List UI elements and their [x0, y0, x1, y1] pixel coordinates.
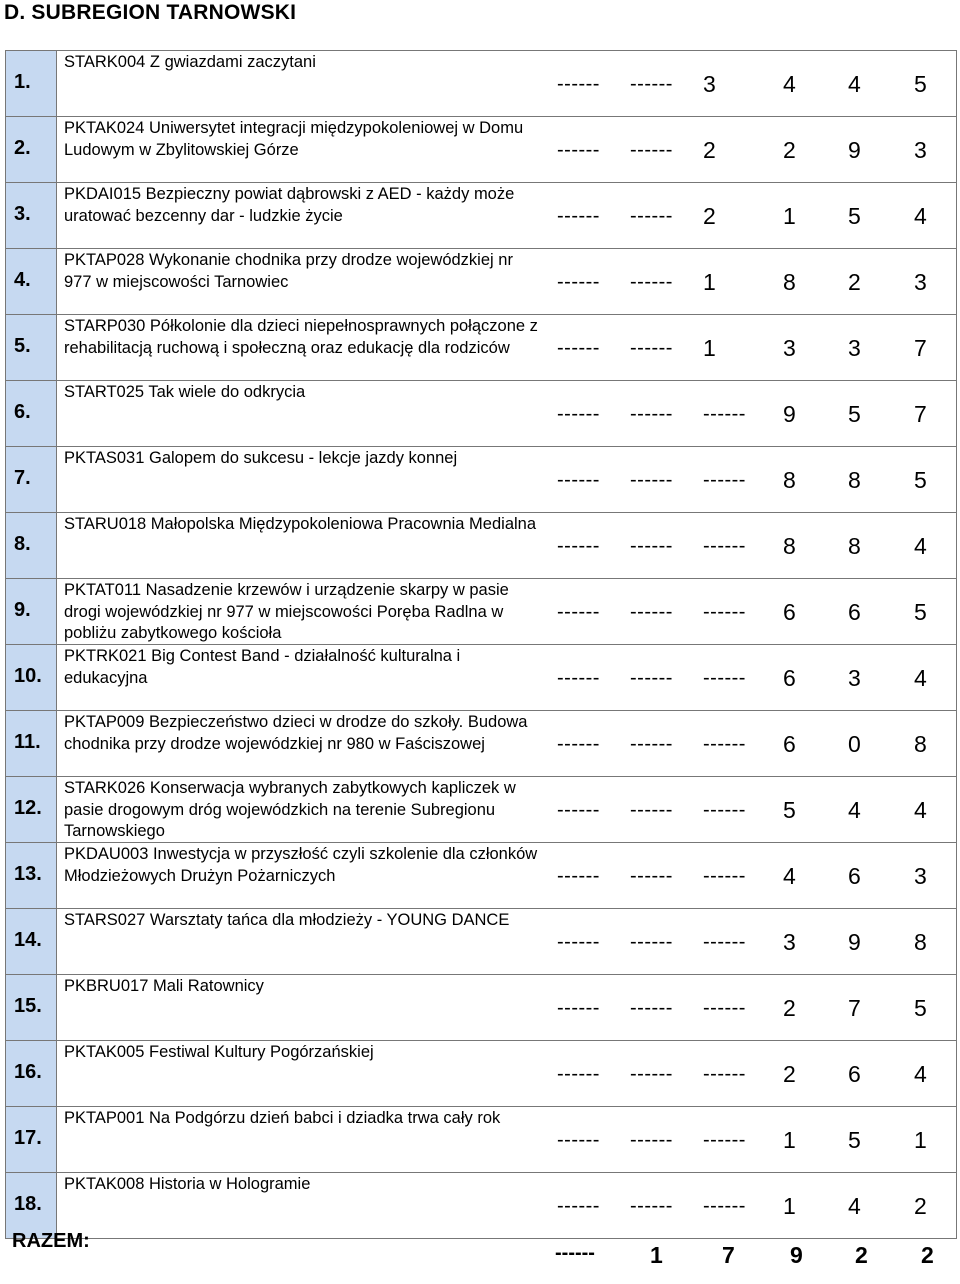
score-value: 1: [914, 1127, 927, 1153]
total-value: 1: [650, 1242, 663, 1268]
score-value: ------: [630, 865, 673, 887]
project-cell: [57, 381, 957, 447]
score-value: 2: [703, 137, 716, 163]
table-row: [6, 777, 957, 843]
score-value: ------: [703, 469, 746, 491]
row-number-cell: [6, 645, 57, 711]
project-cell: [57, 183, 957, 249]
score-value: ------: [557, 73, 600, 95]
score-value: 7: [848, 995, 861, 1021]
score-value: 5: [914, 71, 927, 97]
score-value: 4: [914, 1061, 927, 1087]
projects-table: [5, 50, 957, 1239]
score-value: 6: [848, 863, 861, 889]
row-number-cell: [6, 777, 57, 843]
total-value: 2: [855, 1242, 868, 1268]
project-title: STARS027 Warsztaty tańca dla młodzieży - YOUNG DANCE: [64, 911, 510, 929]
table-row: [6, 909, 957, 975]
score-value: ------: [703, 403, 746, 425]
table-row: [6, 315, 957, 381]
project-title: PKBRU017 Mali Ratownicy: [64, 977, 264, 995]
project-cell: [57, 1107, 957, 1173]
table-row: [6, 711, 957, 777]
score-value: 3: [783, 929, 796, 955]
score-value: 1: [783, 1127, 796, 1153]
row-number: 2.: [14, 137, 31, 159]
row-number: 11.: [14, 731, 41, 753]
score-value: 8: [848, 467, 861, 493]
row-number: 16.: [14, 1061, 42, 1083]
score-value: ------: [630, 601, 673, 623]
score-value: 5: [848, 203, 861, 229]
section-heading: D. SUBREGION TARNOWSKI: [4, 1, 297, 24]
score-value: 6: [783, 731, 796, 757]
score-value: 2: [783, 137, 796, 163]
score-value: ------: [703, 799, 746, 821]
score-value: 8: [783, 533, 796, 559]
project-title: PKDAU003 Inwestycja w przyszłość czyli szkolenie dla członków Młodzieżowych Drużyn Pożarniczych: [64, 845, 538, 885]
score-value: ------: [557, 403, 600, 425]
row-number-cell: [6, 1107, 57, 1173]
score-value: 3: [783, 335, 796, 361]
table-row: [6, 1173, 957, 1239]
project-cell: [57, 909, 957, 975]
table-row: [6, 117, 957, 183]
score-value: ------: [630, 271, 673, 293]
score-value: ------: [703, 931, 746, 953]
table-row: [6, 183, 957, 249]
score-value: 3: [848, 335, 861, 361]
project-cell: [57, 1041, 957, 1107]
score-value: ------: [630, 997, 673, 1019]
project-cell: [57, 1173, 957, 1239]
score-value: ------: [630, 403, 673, 425]
score-value: 2: [783, 995, 796, 1021]
score-value: 8: [848, 533, 861, 559]
project-title: STARU018 Małopolska Międzypokoleniowa Pracownia Medialna: [64, 515, 537, 533]
score-value: ------: [630, 667, 673, 689]
score-value: ------: [703, 1063, 746, 1085]
score-value: 8: [914, 929, 927, 955]
score-value: 3: [848, 665, 861, 691]
score-value: ------: [557, 667, 600, 689]
row-number-cell: [6, 51, 57, 117]
score-value: ------: [703, 601, 746, 623]
row-number-cell: [6, 249, 57, 315]
score-value: 3: [914, 863, 927, 889]
row-number: 5.: [14, 335, 31, 357]
score-value: 3: [914, 269, 927, 295]
table-row: [6, 51, 957, 117]
score-value: 6: [783, 599, 796, 625]
score-value: 4: [848, 1193, 861, 1219]
row-number: 18.: [14, 1193, 42, 1215]
project-title: PKTAK008 Historia w Hologramie: [64, 1175, 311, 1193]
score-value: 4: [914, 203, 927, 229]
row-number-cell: [6, 183, 57, 249]
score-value: ------: [703, 667, 746, 689]
score-value: ------: [557, 535, 600, 557]
row-number: 3.: [14, 203, 31, 225]
score-value: 1: [783, 1193, 796, 1219]
project-cell: [57, 843, 957, 909]
row-number: 8.: [14, 533, 31, 555]
score-value: ------: [630, 1063, 673, 1085]
row-number-cell: [6, 1041, 57, 1107]
row-number-cell: [6, 513, 57, 579]
score-value: 1: [703, 335, 716, 361]
score-value: 5: [914, 599, 927, 625]
project-title: STARP030 Półkolonie dla dzieci niepełnosprawnych połączone z rehabilitacją ruchową i społeczną oraz edukację dla rodziców: [64, 317, 538, 357]
table-row: [6, 579, 957, 645]
table-row: [6, 249, 957, 315]
table-row: [6, 1041, 957, 1107]
score-value: 8: [783, 467, 796, 493]
project-title: PKTAS031 Galopem do sukcesu - lekcje jazdy konnej: [64, 449, 458, 467]
score-value: ------: [557, 1195, 600, 1217]
row-number-cell: [6, 909, 57, 975]
project-cell: [57, 249, 957, 315]
score-value: ------: [630, 73, 673, 95]
project-title: START025 Tak wiele do odkrycia: [64, 383, 306, 401]
row-number-cell: [6, 447, 57, 513]
table-row: [6, 381, 957, 447]
score-value: 8: [783, 269, 796, 295]
project-title: PKTAP028 Wykonanie chodnika przy drodze wojewódzkiej nr 977 w miejscowości Tarnowiec: [64, 251, 513, 291]
score-value: ------: [630, 469, 673, 491]
project-cell: [57, 447, 957, 513]
score-value: 5: [848, 1127, 861, 1153]
table-row: [6, 645, 957, 711]
project-cell: [57, 777, 957, 843]
row-number-cell: [6, 711, 57, 777]
total-value: ------: [555, 1242, 595, 1264]
row-number-cell: [6, 975, 57, 1041]
table-row: [6, 513, 957, 579]
score-value: ------: [630, 535, 673, 557]
score-value: 5: [914, 467, 927, 493]
project-cell: [57, 315, 957, 381]
project-cell: [57, 645, 957, 711]
score-value: ------: [630, 1195, 673, 1217]
score-value: 4: [783, 863, 796, 889]
score-value: ------: [703, 733, 746, 755]
project-cell: [57, 51, 957, 117]
score-value: 9: [848, 929, 861, 955]
score-value: 6: [783, 665, 796, 691]
table-row: [6, 1107, 957, 1173]
row-number: 9.: [14, 599, 31, 621]
total-value: 9: [790, 1242, 803, 1268]
table-row: [6, 843, 957, 909]
score-value: 6: [848, 599, 861, 625]
row-number: 4.: [14, 269, 31, 291]
project-title: PKTAP001 Na Podgórzu dzień babci i dziadka trwa cały rok: [64, 1109, 501, 1127]
row-number: 1.: [14, 71, 31, 93]
total-value: 7: [722, 1242, 735, 1268]
score-value: 5: [783, 797, 796, 823]
total-label: RAZEM:: [12, 1230, 90, 1252]
score-value: 4: [848, 797, 861, 823]
row-number: 17.: [14, 1127, 42, 1149]
score-value: ------: [557, 931, 600, 953]
project-title: STARK004 Z gwiazdami zaczytani: [64, 53, 316, 71]
score-value: ------: [557, 1129, 600, 1151]
score-value: 1: [703, 269, 716, 295]
project-title: PKTRK021 Big Contest Band - działalność kulturalna i edukacyjna: [64, 647, 461, 687]
score-value: ------: [557, 469, 600, 491]
project-cell: [57, 117, 957, 183]
row-number: 13.: [14, 863, 42, 885]
score-value: 9: [848, 137, 861, 163]
row-number: 7.: [14, 467, 31, 489]
score-value: ------: [703, 1129, 746, 1151]
project-title: PKDAI015 Bezpieczny powiat dąbrowski z AED - każdy może uratować bezcenny dar - ludzkie życie: [64, 185, 515, 225]
score-value: 5: [848, 401, 861, 427]
score-value: 7: [914, 401, 927, 427]
score-value: ------: [703, 535, 746, 557]
score-value: 5: [914, 995, 927, 1021]
score-value: ------: [630, 799, 673, 821]
row-number: 10.: [14, 665, 42, 687]
project-cell: [57, 513, 957, 579]
project-title: PKTAK024 Uniwersytet integracji międzypokoleniowej w Domu Ludowym w Zbylitowskiej Górze: [64, 119, 524, 159]
score-value: ------: [630, 139, 673, 161]
score-value: ------: [557, 271, 600, 293]
row-number: 14.: [14, 929, 42, 951]
score-value: 8: [914, 731, 927, 757]
score-value: ------: [703, 997, 746, 1019]
score-value: 4: [914, 533, 927, 559]
score-value: ------: [557, 205, 600, 227]
score-value: 3: [703, 71, 716, 97]
project-title: PKTAT011 Nasadzenie krzewów i urządzenie skarpy w pasie drogi wojewódzkiej nr 977 w miejscowości Poręba Radlna w pobliżu zabytkowego kościoła: [64, 581, 509, 642]
row-number-cell: [6, 579, 57, 645]
total-value: 2: [921, 1242, 934, 1268]
score-value: ------: [557, 997, 600, 1019]
score-value: ------: [630, 931, 673, 953]
score-value: ------: [703, 1195, 746, 1217]
score-value: 7: [914, 335, 927, 361]
score-value: 4: [914, 665, 927, 691]
project-title: PKTAP009 Bezpieczeństwo dzieci w drodze do szkoły. Budowa chodnika przy drodze wojewódzkiej nr 980 w Faściszowej: [64, 713, 528, 753]
project-title: STARK026 Konserwacja wybranych zabytkowych kapliczek w pasie drogowym dróg wojewódzkich na terenie Subregionu Tarnowskiego: [64, 779, 516, 840]
row-number-cell: [6, 117, 57, 183]
score-value: ------: [557, 601, 600, 623]
project-cell: [57, 579, 957, 645]
score-value: ------: [630, 337, 673, 359]
score-value: ------: [630, 733, 673, 755]
score-value: ------: [557, 139, 600, 161]
score-value: ------: [630, 205, 673, 227]
row-number-cell: [6, 1173, 57, 1239]
table-row: [6, 447, 957, 513]
project-cell: [57, 975, 957, 1041]
score-value: 4: [848, 71, 861, 97]
score-value: 2: [848, 269, 861, 295]
score-value: ------: [557, 1063, 600, 1085]
score-value: 2: [783, 1061, 796, 1087]
score-value: 0: [848, 731, 861, 757]
row-number-cell: [6, 843, 57, 909]
row-number-cell: [6, 381, 57, 447]
row-number: 6.: [14, 401, 31, 423]
score-value: ------: [557, 865, 600, 887]
score-value: ------: [630, 1129, 673, 1151]
score-value: 3: [914, 137, 927, 163]
score-value: ------: [557, 733, 600, 755]
score-value: ------: [557, 337, 600, 359]
score-value: 2: [914, 1193, 927, 1219]
score-value: ------: [557, 799, 600, 821]
score-value: 6: [848, 1061, 861, 1087]
project-title: PKTAK005 Festiwal Kultury Pogórzańskiej: [64, 1043, 374, 1061]
score-value: 2: [703, 203, 716, 229]
row-number: 12.: [14, 797, 42, 819]
score-value: 4: [914, 797, 927, 823]
row-number-cell: [6, 315, 57, 381]
score-value: ------: [703, 865, 746, 887]
score-value: 4: [783, 71, 796, 97]
row-number: 15.: [14, 995, 42, 1017]
score-value: 9: [783, 401, 796, 427]
project-cell: [57, 711, 957, 777]
score-value: 1: [783, 203, 796, 229]
table-row: [6, 975, 957, 1041]
